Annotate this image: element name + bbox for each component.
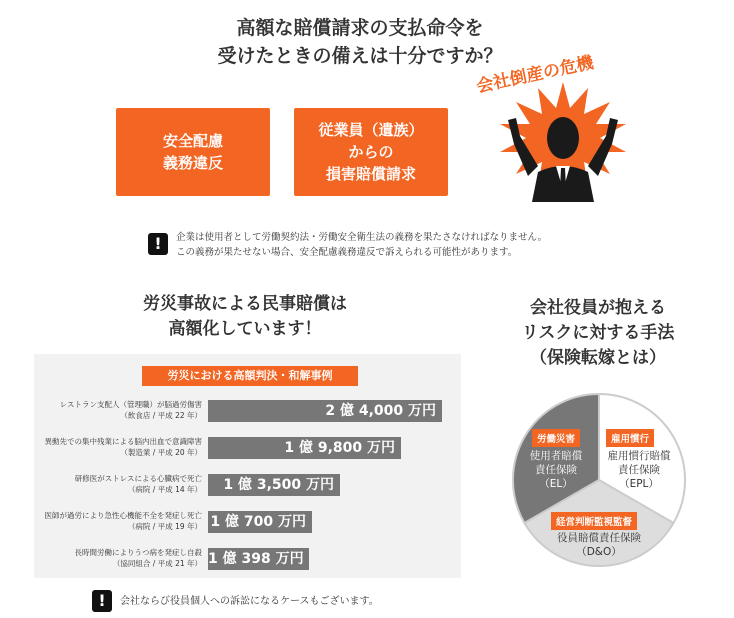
- case-amount-bar: 1 億 3,500 万円: [208, 474, 340, 496]
- left-section-title: [60, 292, 430, 342]
- left-title-line-2: 高額化しています！: [168, 319, 322, 339]
- case-meta: （飲食店 / 平成 22 年）: [120, 411, 202, 420]
- right-title-line-1: 会社役員が抱える: [530, 298, 666, 318]
- cases-panel: [34, 354, 461, 578]
- case-meta: （病院 / 平成 19 年）: [127, 522, 202, 531]
- employee-box-line-1: 従業員（遺族）: [318, 121, 424, 139]
- do-line-1: 役員賠償責任保険: [557, 532, 641, 544]
- safety-violation-box: [116, 108, 270, 196]
- case-label: [34, 547, 202, 569]
- case-description: レストラン支配人（管理職）が脳過労傷害: [59, 400, 202, 409]
- left-title-line-1: 労災事故による民事賠償は: [143, 294, 347, 314]
- right-title-line-3: （保険転嫁とは）: [530, 348, 666, 368]
- case-label: [34, 473, 202, 495]
- case-label: [34, 399, 202, 421]
- case-amount-bar: 2 億 4,000 万円: [208, 400, 442, 422]
- top-note-line-2: この義務が果たせない場合、安全配慮義務違反で訴えられる可能性があります。: [176, 247, 518, 258]
- case-description: 研修医がストレスによる心臓病で死亡: [74, 474, 202, 483]
- case-amount-bar: 1 億 398 万円: [208, 548, 309, 570]
- right-section-title: [488, 296, 708, 371]
- headline: [150, 14, 570, 70]
- case-amount-bar: 1 億 9,800 万円: [208, 437, 401, 459]
- cases-panel-title: 労災における高額判決・和解事例: [142, 366, 358, 386]
- employee-box-line-3: 損害賠償請求: [325, 165, 416, 183]
- el-line-2: 責任保険: [535, 464, 577, 476]
- case-label: [34, 436, 202, 458]
- case-meta: （協同組合 / 平成 21 年）: [112, 559, 202, 568]
- headline-line-1: 高額な賠償請求の支払命令を: [236, 17, 484, 39]
- bottom-note: 会社ならび役員個人への訴訟になるケースもございます。: [120, 596, 379, 607]
- tag-labor-accident: 労働災害: [532, 429, 580, 447]
- headline-line-2: 受けたときの備えは十分ですか？: [217, 45, 503, 67]
- el-label: [518, 449, 594, 491]
- case-description: 長時間労働によりうつ病を発症し自殺: [74, 548, 202, 557]
- case-label: [34, 510, 202, 532]
- do-line-2: （D&O）: [576, 546, 622, 558]
- case-amount-bar: 1 億 700 万円: [208, 511, 312, 533]
- crisis-label: 会社倒産の危機: [474, 52, 596, 98]
- case-description: 医師が過労により急性心機能不全を発症し死亡: [44, 511, 202, 520]
- el-line-3: （EL）: [539, 478, 573, 490]
- warning-icon-bottom: !: [92, 590, 112, 612]
- top-note: [176, 230, 547, 260]
- employee-claim-box: [294, 108, 448, 196]
- case-meta: （製造業 / 平成 20 年）: [120, 448, 202, 457]
- tag-management-supervision: 経営判断監視監督: [551, 512, 637, 530]
- top-note-line-1: 企業は使用者として労働契約法・労働安全衛生法の義務を果たさなければなりません。: [176, 232, 548, 243]
- right-title-line-2: リスクに対する手法: [521, 323, 675, 343]
- do-label: [538, 531, 660, 559]
- warning-icon: !: [148, 233, 168, 255]
- worried-businessman-illustration: [488, 80, 638, 202]
- epl-label: [598, 449, 680, 491]
- epl-line-1: 雇用慣行賠償: [607, 450, 671, 462]
- safety-box-line-1: 安全配慮: [162, 132, 223, 150]
- case-description: 異動先での集中残業による脳内出血で意識障害: [44, 437, 202, 446]
- safety-box-line-2: 義務違反: [162, 154, 223, 172]
- el-line-1: 使用者賠償: [529, 450, 583, 462]
- epl-line-2: 責任保険: [618, 464, 660, 476]
- epl-line-3: （EPL）: [619, 478, 659, 490]
- case-meta: （病院 / 平成 14 年）: [127, 485, 202, 494]
- tag-employment-practices: 雇用慣行: [606, 429, 654, 447]
- employee-box-line-2: からの: [348, 143, 394, 161]
